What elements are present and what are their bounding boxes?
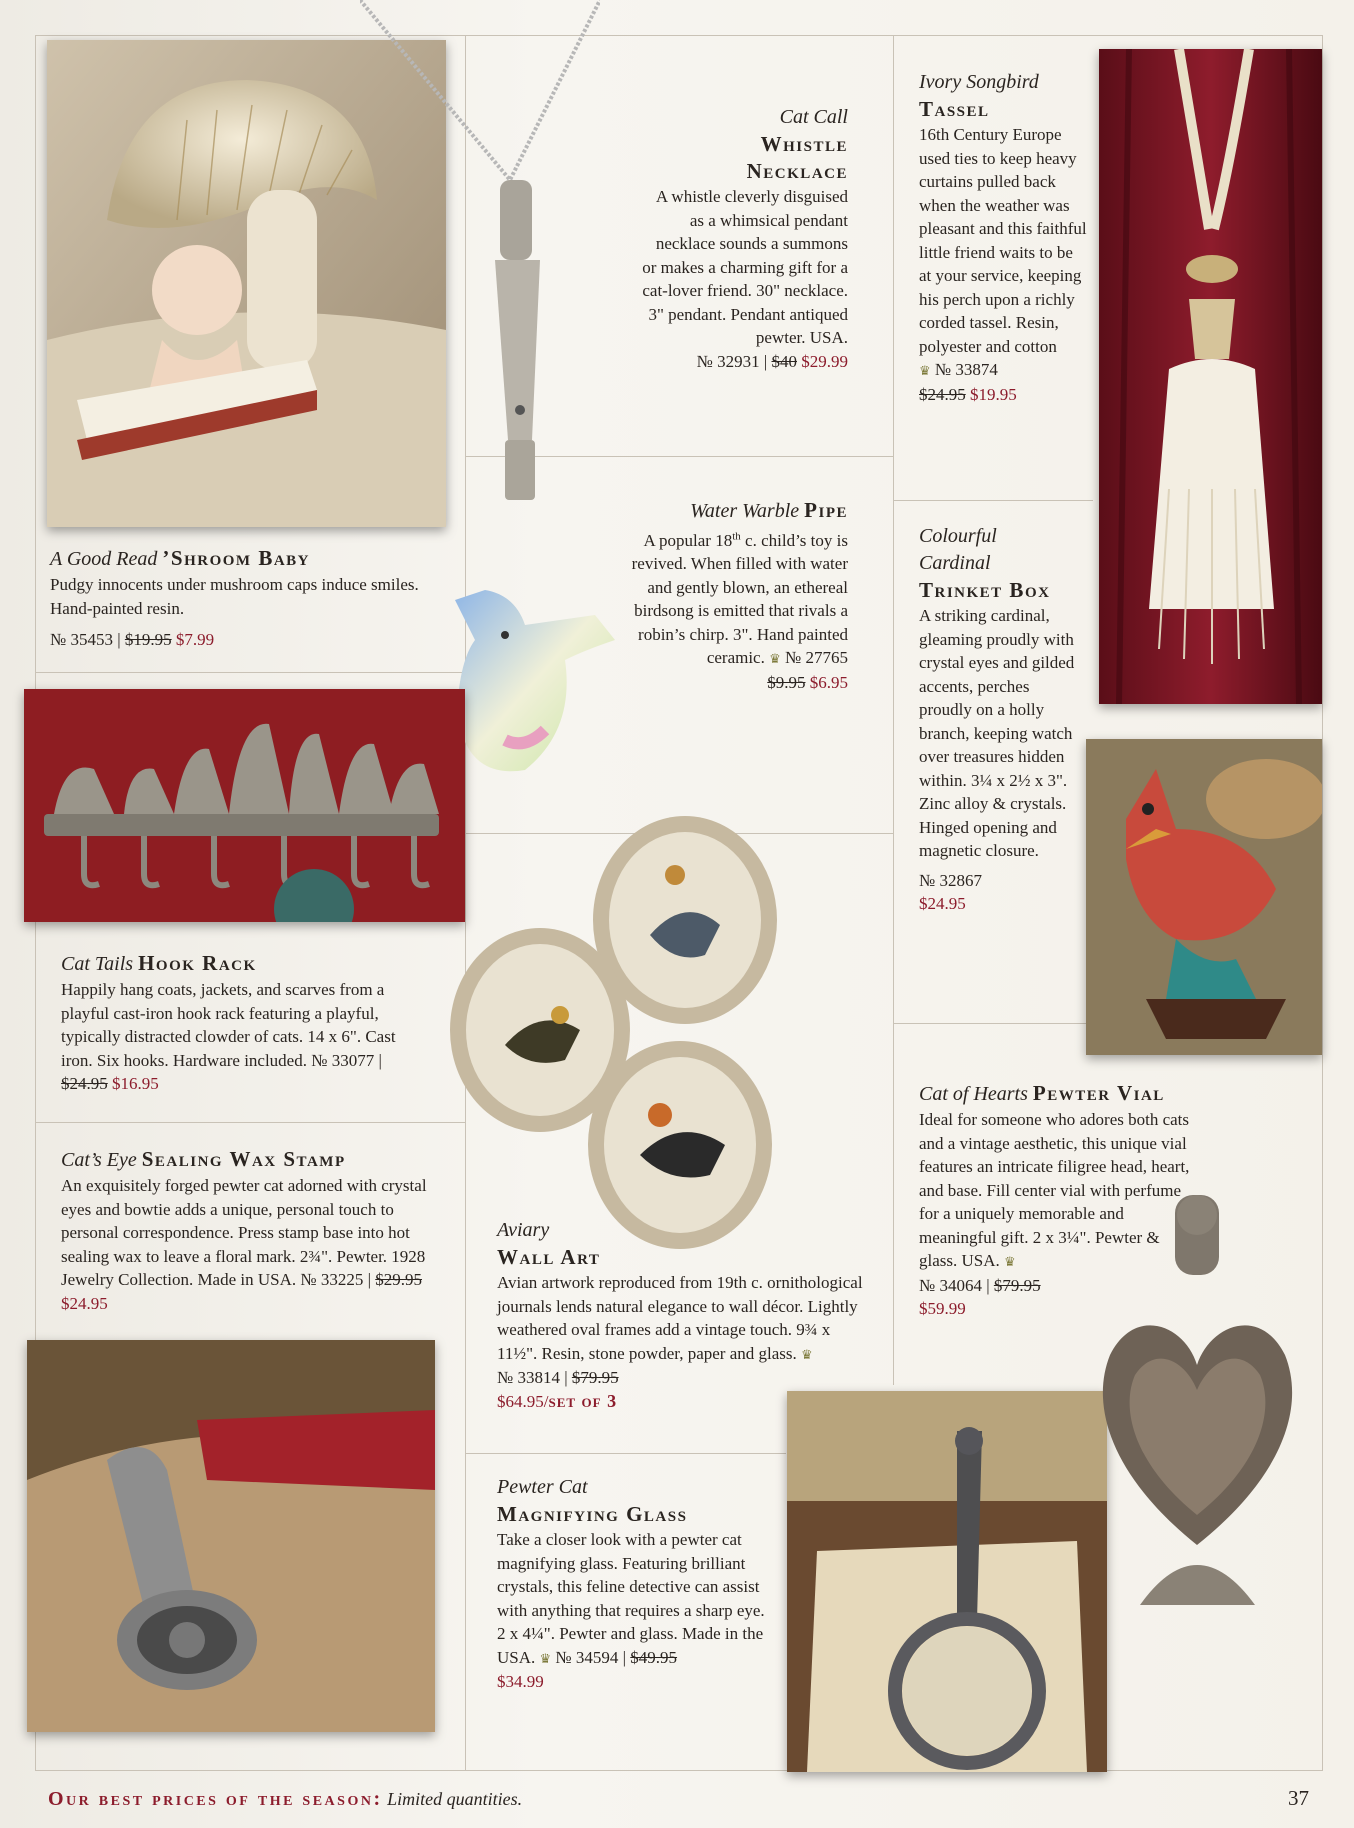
footer: [48, 1788, 522, 1811]
vial-title-italic: Cat of Hearts: [919, 1083, 1028, 1105]
shroom-baby-title-sc: ’Shroom Baby: [162, 546, 310, 570]
pipe-price: $6.95: [809, 672, 848, 692]
magnifier-desc: Take a closer look with a pewter cat magnifying glass. Featuring brilliant crystals, this feline detective can assist with anything that requires a sharp eye. 2 x 4¼". Pewter and glass. Made in the USA.: [497, 1530, 765, 1667]
wax-stamp-title: [61, 1146, 431, 1174]
cardinal-item-no: № 32867: [919, 870, 982, 890]
aviary-old-price: $79.95: [571, 1368, 619, 1387]
cardinal-block: [919, 523, 1079, 916]
magnifier-block: [497, 1474, 767, 1694]
vial-title: [919, 1080, 1199, 1108]
hook-rack-price: $16.95: [112, 1074, 159, 1093]
whistle-necklace-block: [640, 104, 848, 373]
aviary-price-unit: set of 3: [548, 1390, 618, 1411]
row-rule-tassel: [893, 500, 1093, 501]
aviary-wall-art-image: [445, 815, 825, 1255]
wax-stamp-title-italic: Cat’s Eye: [61, 1149, 137, 1171]
tassel-block: [919, 69, 1089, 406]
pipe-old-price: $9.95: [767, 672, 806, 692]
pipe-title-italic: Water Warble: [690, 500, 800, 522]
vial-item-no: № 34064 |: [919, 1275, 990, 1295]
top-rule: [35, 35, 1323, 36]
tassel-old-price: $24.95: [919, 384, 966, 404]
hook-rack-title-sc: Hook Rack: [138, 951, 257, 975]
pipe-title-sc: Pipe: [804, 498, 848, 522]
vial-block: [919, 1080, 1199, 1321]
crown-icon: ♛: [539, 1650, 552, 1666]
pipe-title: [610, 497, 848, 525]
shroom-baby-desc: Pudgy innocents under mushroom caps induce smiles. Hand-painted resin.: [50, 575, 419, 618]
pipe-desc-a: A popular 18: [643, 530, 733, 550]
hook-rack-desc: Happily hang coats, jackets, and scarves from a playful cast-iron hook rack featuring a playful, typically distracted clowder of cats. 14 x 6". Cast iron. Six hooks. Hardware included.: [61, 980, 396, 1070]
wax-stamp-old-price: $29.95: [375, 1270, 423, 1289]
pipe-item-no: № 27765: [785, 648, 848, 668]
crown-icon: ♛: [919, 363, 931, 378]
magnifier-title-italic: Pewter Cat: [497, 1476, 588, 1498]
cardinal-image: [1086, 739, 1322, 1055]
whistle-price: $29.99: [801, 351, 848, 371]
wax-stamp-image: [27, 1340, 435, 1732]
hook-rack-image: [24, 689, 465, 922]
tassel-item-no: № 33874: [934, 360, 998, 379]
magnifier-image: [787, 1391, 1107, 1772]
pipe-desc: [632, 531, 848, 668]
hook-rack-photo: [24, 689, 465, 922]
shroom-baby-item-no: № 35453 |: [50, 630, 121, 649]
hook-rack-item-no: № 33077 |: [311, 1050, 382, 1070]
aviary-item-no: № 33814 |: [497, 1368, 568, 1387]
wax-stamp-block: [61, 1146, 431, 1315]
whistle-item-no: № 32931 |: [696, 351, 768, 371]
row-rule-hookrack: [35, 1122, 466, 1123]
shroom-baby-title-italic: A Good Read: [50, 548, 158, 570]
row-rule-shroom: [35, 672, 466, 673]
magnifier-title-sc: Magnifying Glass: [497, 1502, 688, 1526]
page-number: 37: [1288, 1786, 1309, 1810]
footer-tail: Limited quantities.: [387, 1789, 523, 1809]
magnifier-price: $34.99: [497, 1672, 544, 1691]
row-rule-cardinal: [893, 1023, 1086, 1024]
whistle-title-sc-1: Whistle: [760, 132, 848, 156]
water-pipe-block: [610, 497, 848, 694]
wax-stamp-item-no: № 33225 |: [300, 1270, 372, 1289]
hook-rack-old-price: $24.95: [61, 1074, 108, 1093]
column-rule-2: [893, 35, 894, 1385]
whistle-title-italic: Cat Call: [779, 106, 848, 128]
magnifier-item-no: № 34594 |: [555, 1647, 627, 1667]
hook-rack-title-italic: Cat Tails: [61, 953, 134, 975]
wax-stamp-title-sc: Sealing Wax Stamp: [141, 1147, 346, 1171]
aviary-title-sc: Wall Art: [497, 1245, 601, 1269]
aviary-price: $64.95/: [497, 1391, 549, 1411]
whistle-necklace-image: [360, 0, 600, 505]
crown-icon: ♛: [1004, 1254, 1016, 1269]
tassel-desc: 16th Century Europe used ties to keep heavy curtains pulled back when the weather was pleasant and this faithful little friend waits to be at your service, keeping his perch upon a richly corded tassel. Resin, polyester and cotton: [919, 125, 1087, 356]
row-rule-aviary: [466, 1453, 786, 1454]
crown-icon: ♛: [801, 1346, 813, 1362]
aviary-title-italic: Aviary: [497, 1219, 550, 1241]
hook-rack-title: [61, 950, 421, 978]
magnifier-photo: [787, 1391, 1107, 1772]
hook-rack-block: [61, 950, 421, 1096]
aviary-block: [497, 1217, 863, 1413]
crown-icon: ♛: [769, 651, 781, 667]
whistle-old-price: $40: [771, 351, 797, 371]
whistle-desc: A whistle cleverly disguised as a whimsical pendant necklace sounds a summons or makes a charming gift for a cat-lover friend. 30" necklace. 3" pendant. Pendant antiqued pewter. USA.: [642, 187, 848, 347]
cardinal-title-italic-2: Cardinal: [919, 552, 991, 574]
tassel-photo: [1099, 49, 1322, 704]
vial-title-sc: Pewter Vial: [1032, 1081, 1165, 1105]
shroom-baby-old-price: $19.95: [124, 630, 172, 649]
pipe-desc-b: c. child’s toy is revived. When filled with water and gently blown, an ethereal birdsong is emitted that rivals a robin’s chirp. 3". Hand painted ceramic.: [631, 530, 848, 668]
shroom-baby-price: $7.99: [175, 630, 215, 649]
column-rule-right: [1322, 35, 1323, 1770]
vial-old-price: $79.95: [993, 1275, 1041, 1295]
cardinal-title-italic-1: Colourful: [919, 525, 997, 547]
whistle-title-sc-2: Necklace: [746, 159, 848, 183]
tassel-image: [1099, 49, 1322, 704]
shroom-baby-title: [50, 545, 420, 573]
cardinal-title-sc: Trinket Box: [919, 578, 1051, 602]
footer-lead: Our best prices of the season:: [48, 1788, 383, 1810]
cardinal-price: $24.95: [919, 894, 966, 913]
wax-stamp-price: $24.95: [61, 1293, 108, 1313]
vial-price: $59.99: [919, 1299, 966, 1318]
tassel-title-italic: Ivory Songbird: [919, 71, 1039, 93]
vial-desc: Ideal for someone who adores both cats and a vintage aesthetic, this unique vial features an intricate filigree head, heart, and base. Fill center vial with perfume for a uniquely memorable and meaningful gift. 2 x 3¼". Pewter & glass. USA.: [919, 1110, 1190, 1270]
pipe-desc-sup: th: [732, 530, 741, 542]
tassel-price: $19.95: [970, 384, 1017, 404]
cardinal-desc: A striking cardinal, gleaming proudly with crystal eyes and gilded accents, perches proudly on a holly branch, keeping watch over treasures hidden within. 3¼ x 2½ x 3". Zinc alloy & crystals. Hinged opening and magnetic closure.: [919, 606, 1075, 860]
tassel-title-sc: Tassel: [919, 97, 990, 121]
cardinal-photo: [1086, 739, 1322, 1055]
wax-stamp-desc: An exquisitely forged pewter cat adorned with crystal eyes and bowtie adds a unique, personal touch to personal correspondence. Press stamp base into hot sealing wax to leave a floral mark. 2¾". Pewter. 1928 Jewelry Collection. Made in USA.: [61, 1176, 427, 1289]
shroom-baby-block: [50, 545, 420, 652]
aviary-desc: Avian artwork reproduced from 19th c. ornithological journals lends natural elegance to wall décor. Lightly weathered oval frames add a vintage touch. 9¾ x 11½". Resin, stone powder, paper and glass.: [497, 1273, 863, 1363]
wax-stamp-photo: [27, 1340, 435, 1732]
magnifier-old-price: $49.95: [630, 1647, 678, 1667]
bottom-rule: [35, 1770, 1323, 1771]
